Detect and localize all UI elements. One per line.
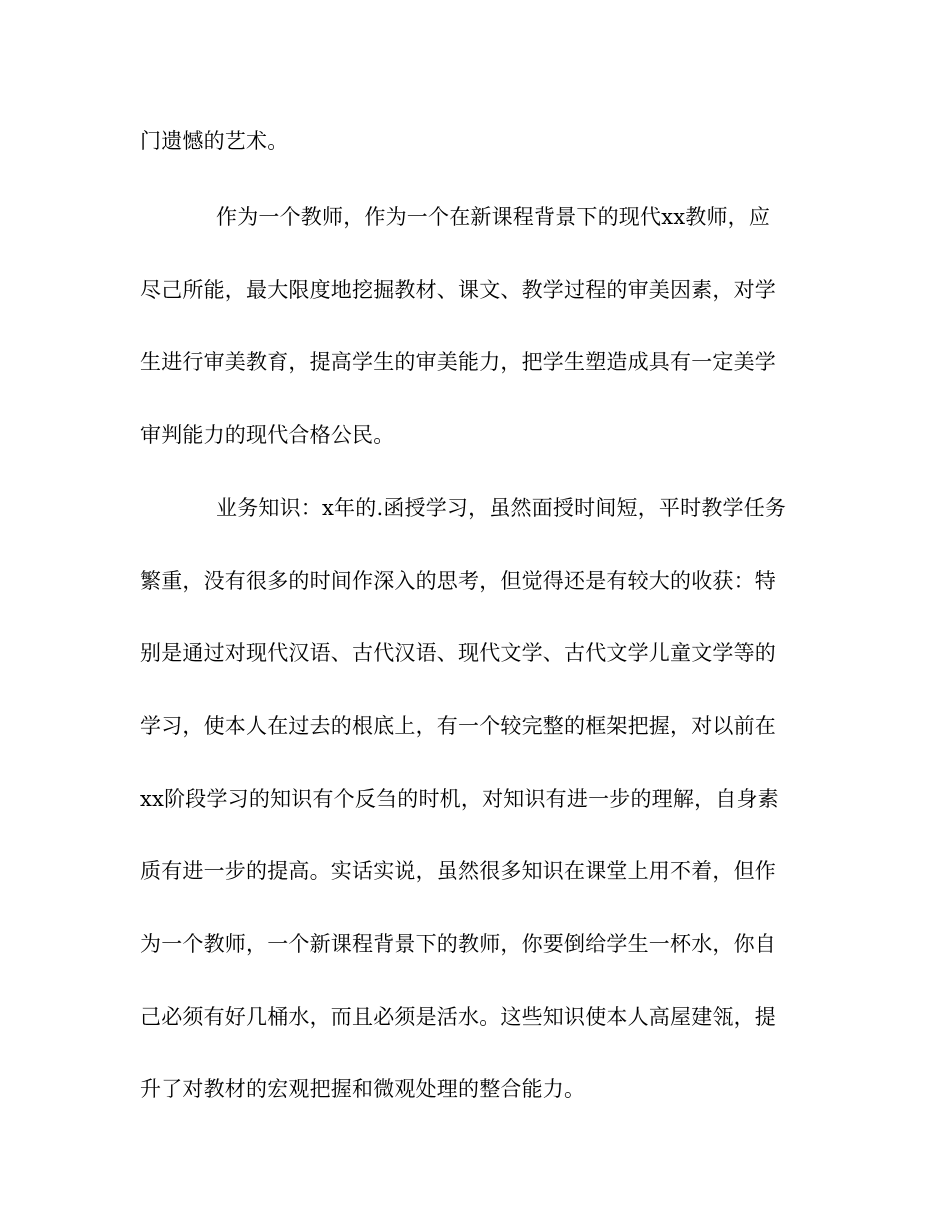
- text-line: 业务知识：x年的.函授学习，虽然面授时间短，平时教学任务: [216, 496, 787, 520]
- text-line: 己必须有好几桶水，而且必须是活水。这些知识使本人高屋建瓴，提: [140, 1005, 776, 1029]
- text-line: 为一个教师，一个新课程背景下的教师，你要倒给学生一杯水，你自: [140, 932, 776, 956]
- text-line: 作为一个教师，作为一个在新课程背景下的现代xx教师，应: [216, 205, 771, 229]
- text-line: 别是通过对现代汉语、古代汉语、现代文学、古代文学儿童文学等的: [140, 641, 776, 665]
- text-line: 升了对教材的宏观把握和微观处理的整合能力。: [140, 1077, 586, 1101]
- text-line: 尽己所能，最大限度地挖掘教材、课文、教学过程的审美因素，对学: [140, 278, 776, 302]
- text-line: 繁重，没有很多的时间作深入的思考，但觉得还是有较大的收获：特: [140, 569, 776, 593]
- text-line: xx阶段学习的知识有个反刍的时机，对知识有进一步的理解，自身素: [140, 787, 779, 811]
- text-line: 学习，使本人在过去的根底上，有一个较完整的框架把握，对以前在: [140, 714, 776, 738]
- text-line: 质有进一步的提高。实话实说，虽然很多知识在课堂上用不着，但作: [140, 859, 776, 883]
- text-line: 门遗憾的艺术。: [140, 129, 289, 153]
- text-line: 生进行审美教育，提高学生的审美能力，把学生塑造成具有一定美学: [140, 350, 776, 374]
- text-line: 审判能力的现代合格公民。: [140, 423, 395, 447]
